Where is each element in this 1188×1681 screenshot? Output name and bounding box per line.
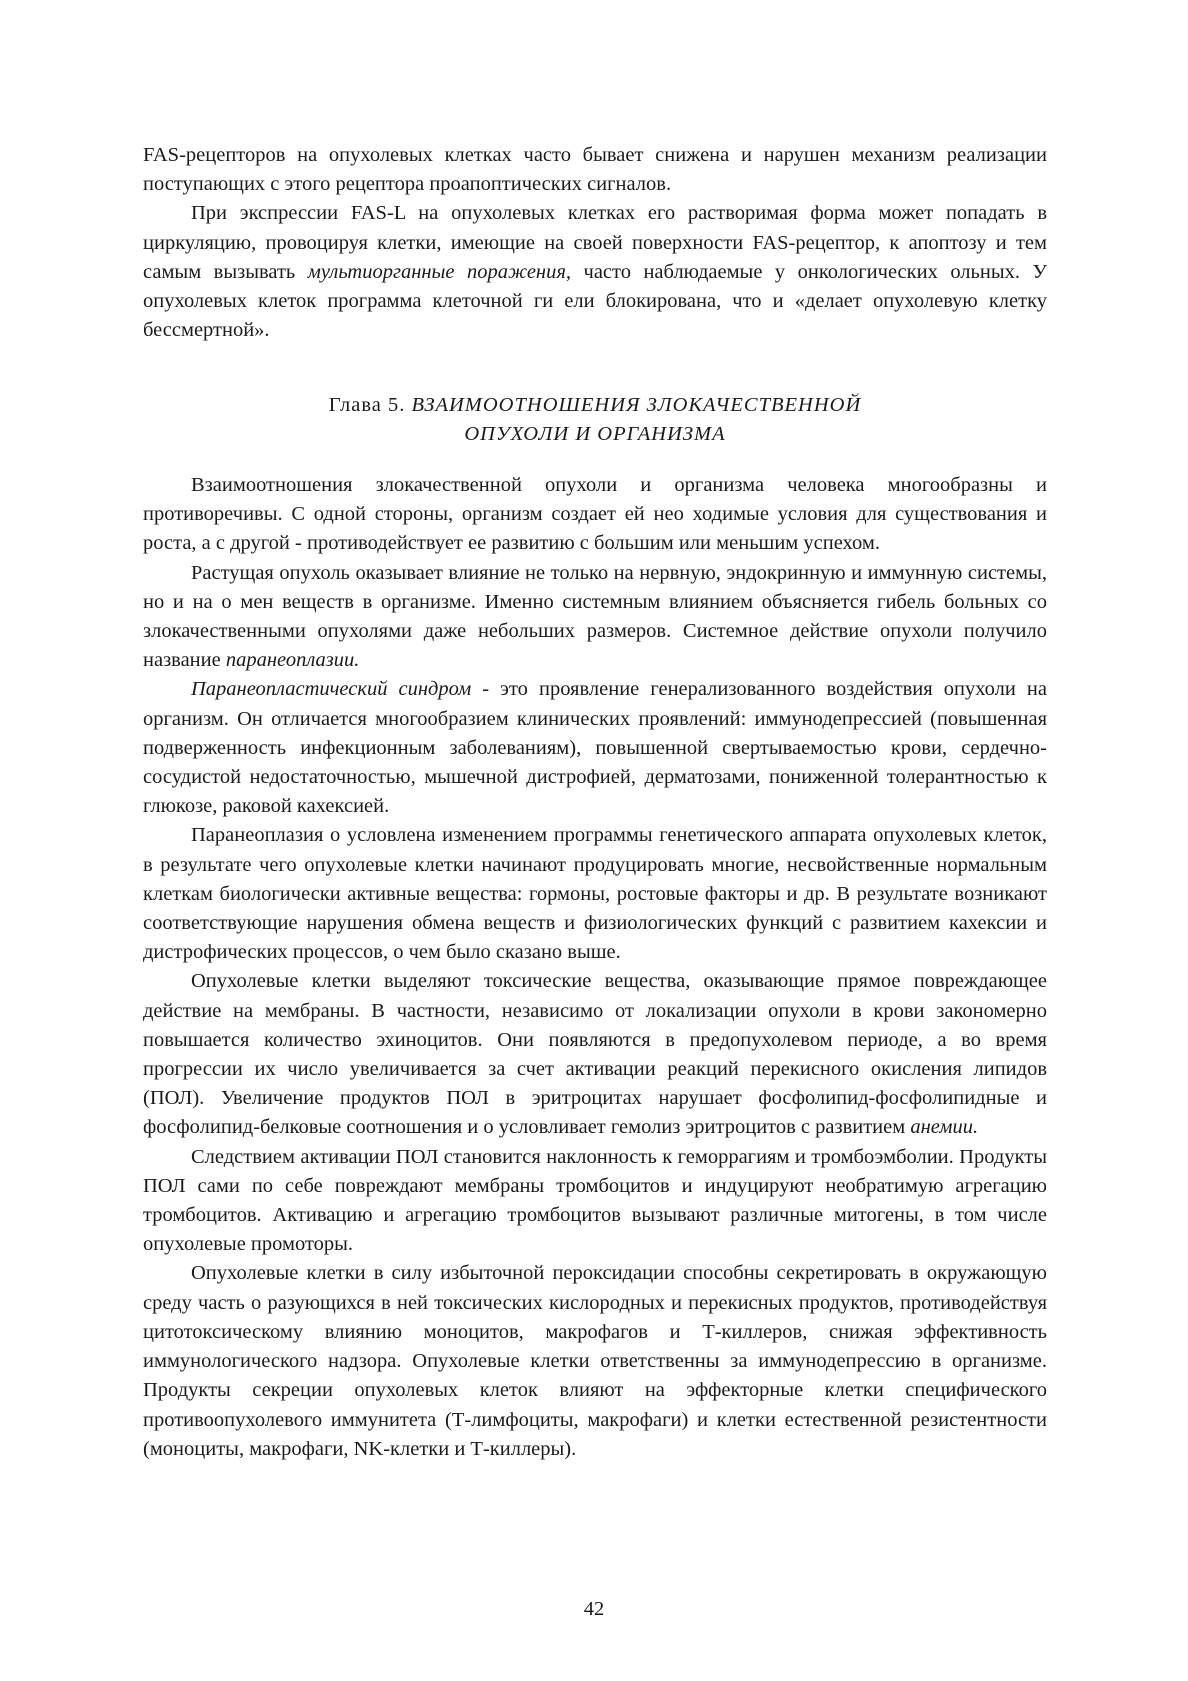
paragraph: Паранеоплазия о условлена изменением программы генетического аппарата опухолевых клеток, в результате чего опухолевые клетки начинают продуцировать многие, несвойственные нормальным клеткам биологически активные вещества: гормоны, ростовые факторы и др. В результате возникают соответствующие нарушения обмена веществ и физиологических функций с развитием кахексии и дистрофических процессов, о чем было сказано выше. xyxy=(143,824,1047,964)
paragraph xyxy=(143,199,1047,345)
chapter-heading-line-1 xyxy=(143,391,1047,420)
main-text-block xyxy=(143,471,1047,1464)
emphasis-text: Паранеопластический синдром xyxy=(191,678,472,701)
paragraph: Следствием активации ПОЛ становится наклонность к геморрагиям и тромбоэмболии. Продукты ПОЛ сами по себе повреждают мембраны тромбоцитов и индуцируют необратимую агрегацию тромбоцитов. Активацию и агрегацию тромбоцитов вызывают различные митогены, в том числе опухолевые промоторы. xyxy=(143,1145,1047,1256)
text-run: При экспрессии FAS-L на опухолевых клетках его растворимая форма может попадать в циркуляцию, провоцируя клетки, имеющие на своей поверхности FAS-рецептор, к апоптозу и тем самым вызывать xyxy=(143,202,1047,283)
emphasis-text: анемии. xyxy=(910,1116,979,1139)
text-run: - это проявление генерализованного воздействия опухоли на организм. Он отличается многообразием клинических проявлений: иммунодепрессией (повышенная подверженность инфекционным заболеваниям), повышенной свертываемостью крови, сердечно-сосудистой недостаточностью, мышечной дистрофией, дерматозами, пониженной толерантностью к глюкозе, раковой кахексией. xyxy=(143,678,1047,818)
paragraph xyxy=(143,559,1047,676)
text-run: Опухолевые клетки выделяют токсические вещества, оказывающие прямое повреждающее действие на мембраны. В частности, независимо от локализации опухоли в крови закономерно повышается количество эхиноцитов. Они появляются в предопухолевом периоде, а во время прогрессии их число увеличивается за счет активации реакций перекисного окисления липидов (ПОЛ). Увеличение продуктов ПОЛ в эритроцитах нарушает фосфолипид-фосфолипидные и фосфолипид-белковые соотношения и о условливает гемолиз эритроцитов с развитием xyxy=(143,970,1047,1139)
top-text-block xyxy=(143,141,1047,345)
text-run: Растущая опухоль оказывает влияние не только на нервную, эндокринную и иммунную системы, но и на о мен веществ в организме. Именно системным влиянием объясняется гибель больных со злокачественными опухолями даже небольших размеров. Системное действие опухоли получило название xyxy=(143,561,1047,672)
chapter-prefix: Глава 5. xyxy=(328,394,412,416)
paragraph: Опухолевые клетки в силу избыточной пероксидации способны секретировать в окружающую среду часть о разующихся в ней токсических кислородных и перекисных продуктов, противодействуя цитотоксическому влиянию моноцитов, макрофагов и Т-киллеров, снижая эффективность иммунологического надзора. Опухолевые клетки ответственны за иммунодепрессию в организме. Продукты секреции опухолевых клеток влияют на эффекторные клетки специфического противоопухолевого иммунитета (Т-лимфоциты, макрофаги) и клетки естественной резистентности (моноциты, макрофаги, NK-клетки и Т-киллеры). xyxy=(143,1262,1047,1460)
chapter-heading xyxy=(143,391,1047,449)
paragraph: FAS-рецепторов на опухолевых клетках часто бывает снижена и нарушен механизм реализации поступающих с этого рецептора проапоптических сигналов. xyxy=(143,144,1047,196)
chapter-title-line-2: ОПУХОЛИ И ОРГАНИЗМА xyxy=(464,423,726,445)
paragraph: Взаимоотношения злокачественной опухоли и организма человека многообразны и противоречивы. С одной стороны, организм создает ей нео ходимые условия для существования и роста, а с другой - противодействует ее развитию с большим или меньшим успехом. xyxy=(143,474,1047,555)
emphasis-text: мультиорганные поражения, xyxy=(307,260,572,283)
chapter-title: ВЗАИМООТНОШЕНИЯ ЗЛОКАЧЕСТВЕННОЙ xyxy=(411,394,862,416)
paragraph xyxy=(143,675,1047,821)
text-run: часто наблюдаемые у онкологических ольных. У опухолевых клеток программа клеточной ги ели блокирована, что и «делает опухолевую клетку бессмертной». xyxy=(143,260,1048,342)
page-number: 42 xyxy=(583,1598,605,1620)
paragraph xyxy=(143,967,1047,1142)
emphasis-text: паранеоплазии. xyxy=(225,649,360,672)
